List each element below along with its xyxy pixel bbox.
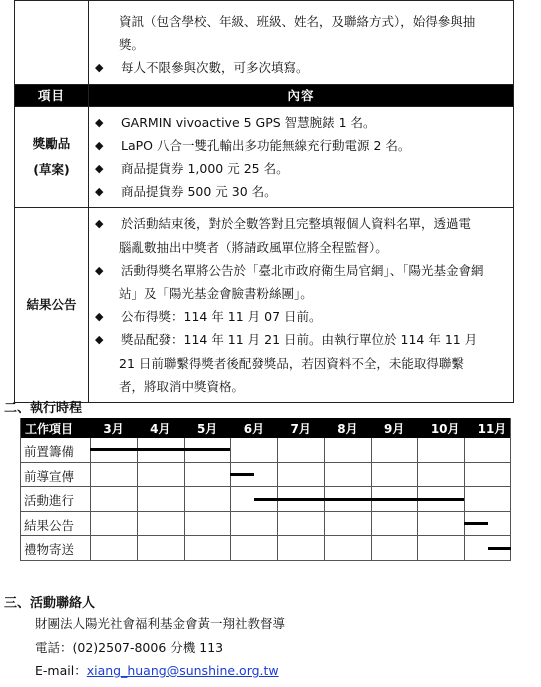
results-item-text: 活動得獎名單將公告於「臺北市政府衛生局官網」、「陽光基金會網 <box>121 262 484 278</box>
month-header: 6月 <box>243 422 265 436</box>
table-row <box>15 106 514 208</box>
gantt-header-label: 工作項目 <box>25 422 74 436</box>
contact-section-title: 三、活動聯絡人 <box>4 596 96 611</box>
eligibility-cell <box>89 1 514 85</box>
results-item-text: 公布得獎：114 年 11 月 07 日前。 <box>121 309 322 325</box>
prize-item-text: 商品提貨券 500 元 30 名。 <box>121 184 277 200</box>
gantt-divider <box>137 438 138 561</box>
results-item-cont: 者，將取消中獎資格。 <box>119 378 245 394</box>
prize-item-text: 商品提貨券 1,000 元 25 名。 <box>121 161 289 177</box>
month-header: 5月 <box>196 422 218 436</box>
prize-item-text: LaPO 八合一雙孔輸出多功能無線充行動電源 2 名。 <box>121 137 411 153</box>
blank-label-cell <box>15 1 89 85</box>
gantt-row-line <box>20 462 511 463</box>
header-item: 項目 <box>15 84 89 106</box>
prize-item <box>93 134 507 157</box>
email-label: E-mail： <box>35 663 87 678</box>
month-header: 4月 <box>150 422 171 436</box>
month-header: 3月 <box>103 422 124 436</box>
table-header-row <box>15 84 514 106</box>
month-header: 7月 <box>290 422 311 436</box>
results-item <box>93 212 507 235</box>
month-header: 11月 <box>477 422 507 436</box>
eligibility-text-line: 資訊（包含學校、年級、班級、姓名，及聯絡方式），始得參與抽 <box>119 14 476 29</box>
activity-info-table <box>14 0 514 403</box>
results-item-text: 於活動結束後，對於全數答對且完整填報個人資料名單，透過電 <box>121 216 472 232</box>
gantt-bar <box>230 473 253 476</box>
prize-list <box>89 106 514 208</box>
results-item <box>93 305 507 328</box>
month-header: 9月 <box>384 422 405 436</box>
table-row <box>15 208 514 403</box>
prize-item <box>93 111 507 134</box>
contact-org: 財團法人陽光社會福利基金會黃一翔社教督導 <box>35 616 286 631</box>
table-row <box>15 1 514 85</box>
prize-label-cell <box>15 106 89 208</box>
results-label: 結果公告 <box>26 297 77 313</box>
gantt-bar <box>90 448 230 451</box>
prize-label: 獎勵品 <box>32 136 71 152</box>
gantt-task-label: 禮物寄送 <box>24 542 75 558</box>
results-item <box>93 328 507 351</box>
gantt-bar <box>464 522 487 525</box>
gantt-header <box>20 418 511 438</box>
prize-item-text: GARMIN vivoactive 5 GPS 智慧腕錶 1 名。 <box>121 114 376 130</box>
prize-item <box>93 180 507 203</box>
diamond-bullet-icon: ◆ <box>95 185 104 199</box>
schedule-section-title: 二、執行時程 <box>4 401 83 416</box>
results-item <box>93 259 507 282</box>
results-item-cont: 21 日前聯繫得獎者後配發獎品，若因資料不全，未能取得聯繫 <box>119 355 464 371</box>
prize-label-draft: (草案) <box>33 162 70 178</box>
month-header: 10月 <box>430 422 460 436</box>
gantt-chart <box>20 418 511 561</box>
header-content: 內容 <box>89 84 514 106</box>
contact-phone: 電話：(02)2507-8006 分機 113 <box>35 640 224 655</box>
diamond-bullet-icon: ◆ <box>95 61 104 75</box>
gantt-divider <box>464 438 465 561</box>
gantt-row-line <box>20 535 511 536</box>
gantt-border <box>510 418 511 561</box>
bullet-item <box>93 56 507 79</box>
bullet-text: 每人不限參與次數，可多次填寫。 <box>121 60 309 76</box>
gantt-task-label: 活動進行 <box>24 493 75 509</box>
diamond-bullet-icon: ◆ <box>95 333 104 347</box>
results-list <box>89 208 514 403</box>
results-item-cont: 站」及「陽光基金會臉書粉絲團」。 <box>119 286 313 302</box>
contact-email-line <box>35 661 279 679</box>
diamond-bullet-icon: ◆ <box>95 263 104 277</box>
gantt-divider <box>184 438 185 561</box>
gantt-bar <box>254 498 465 501</box>
diamond-bullet-icon: ◆ <box>95 138 104 152</box>
gantt-border <box>20 418 21 561</box>
gantt-row-line <box>20 560 511 561</box>
diamond-bullet-icon: ◆ <box>95 217 104 231</box>
gantt-bar <box>488 547 511 550</box>
gantt-task-label: 結果公告 <box>24 517 75 533</box>
email-link[interactable]: xiang_huang@sunshine.org.tw <box>86 663 279 678</box>
gantt-divider <box>90 438 91 561</box>
results-item-cont: 腦亂數抽出中獎者（將請政風單位將全程監督）。 <box>119 239 388 255</box>
results-item-text: 獎品配發：114 年 11 月 21 日前。由執行單位於 114 年 11 月 <box>121 332 478 348</box>
diamond-bullet-icon: ◆ <box>95 115 104 129</box>
prize-item <box>93 157 507 180</box>
gantt-divider <box>230 438 231 561</box>
gantt-row-line <box>20 486 511 487</box>
gantt-task-label: 前置籌備 <box>24 444 75 459</box>
diamond-bullet-icon: ◆ <box>95 162 104 176</box>
eligibility-text-line: 獎。 <box>119 37 145 53</box>
results-label-cell <box>15 208 89 403</box>
gantt-row-line <box>20 511 511 512</box>
gantt-task-label: 前導宣傳 <box>24 468 75 484</box>
diamond-bullet-icon: ◆ <box>95 310 104 324</box>
month-header: 8月 <box>337 422 358 436</box>
